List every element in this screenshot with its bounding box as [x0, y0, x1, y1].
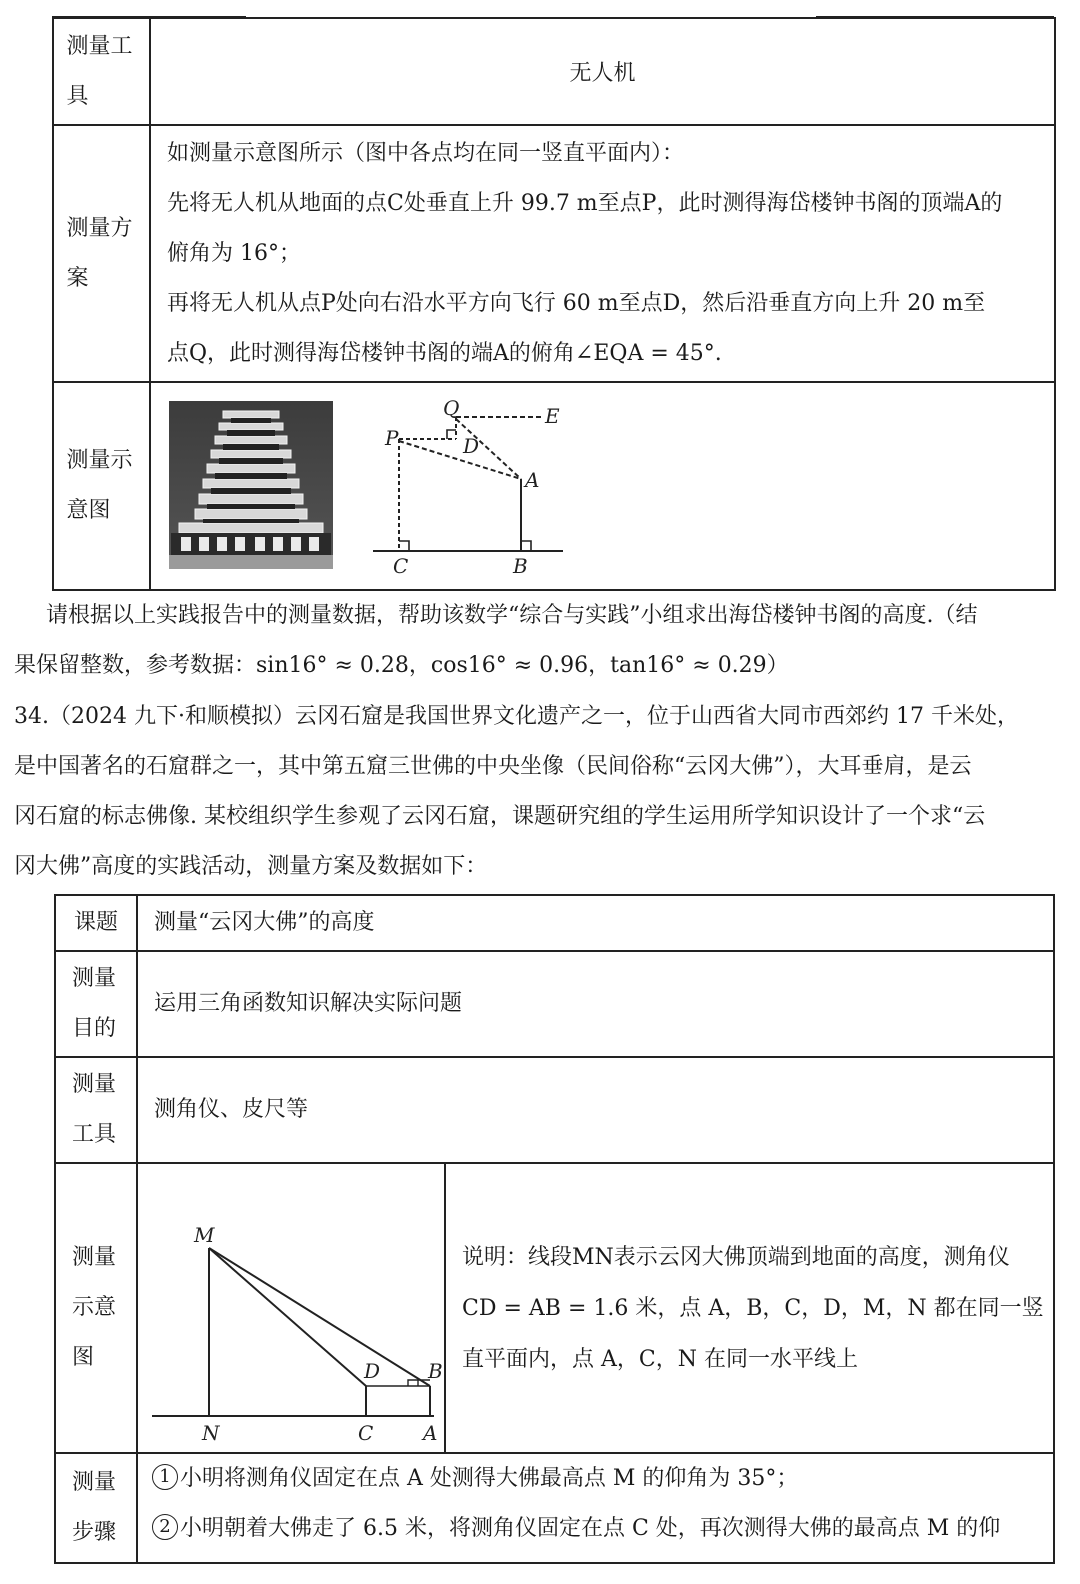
plan-line: 俯角为 16°； [167, 240, 301, 266]
label-point: E [545, 404, 560, 428]
tower-photo [169, 401, 333, 569]
step-number: 1 [152, 1464, 178, 1490]
text-line: 是中国著名的石窟群之一，其中第五窟三世佛的中央坐像（民间俗称“云冈大佛”），大耳垂肩，是云 [14, 754, 972, 779]
label-point: M [194, 1223, 215, 1247]
label-point: A [525, 468, 540, 492]
row-label-diagram: 测量示意图 [55, 1163, 137, 1453]
question-text [14, 641, 789, 691]
table-row [53, 382, 1055, 590]
diagram-note [445, 1163, 1054, 1453]
plan-line: 先将无人机从地面的点C处垂直上升 99.7 m至点P，此时测得海岱楼钟书阁的顶端A的 [167, 190, 1003, 216]
drone-diagram [151, 383, 1056, 589]
table-row [55, 951, 1054, 1057]
label-point: D [364, 1359, 381, 1383]
step-item: 2 小明朝着大佛走了 6.5 米，将测角仪固定在点 C 处，再次测得大佛的最高点 M 的仰 [152, 1504, 1053, 1554]
text-line: 果保留整数，参考数据：sin16° ≈ 0.28，cos16° ≈ 0.96，tan16° ≈ 0.29） [14, 653, 789, 678]
table-buddha-report [54, 894, 1055, 1564]
purpose-value: 运用三角函数知识解决实际问题 [137, 951, 1054, 1057]
row-label-tool: 测量工具 [53, 18, 150, 125]
table-row [55, 895, 1054, 951]
text-line: 请根据以上实践报告中的测量数据，帮助该数学“综合与实践”小组求出海岱楼钟书阁的高度.（结 [46, 603, 978, 628]
text-line: 34.（2024 九下·和顺模拟）云冈石窟是我国世界文化遗产之一，位于山西省大同市西郊约 17 千米处， [14, 704, 1019, 729]
step-number: 2 [152, 1514, 178, 1540]
diagram-cell [137, 1163, 445, 1453]
label-point: C [358, 1421, 374, 1445]
label-point: N [202, 1421, 220, 1445]
row-label-diagram: 测量示意图 [53, 382, 150, 590]
label-point: B [428, 1359, 443, 1383]
row-label-steps: 测量步骤 [55, 1453, 137, 1563]
label-point: C [393, 554, 409, 578]
row-label-tools: 测量工具 [55, 1057, 137, 1163]
plan-line: 再将无人机从点P处向右沿水平方向飞行 60 m至点D，然后沿垂直方向上升 20 m至 [167, 290, 986, 316]
note-line: 直平面内，点 A，C，N 在同一水平线上 [462, 1346, 858, 1372]
label-point: A [423, 1421, 438, 1445]
geometry-lines [152, 1248, 434, 1416]
text-line: 冈石窟的标志佛像. 某校组织学生参观了云冈石窟，课题研究组的学生运用所学知识设计了一个求“云 [14, 804, 986, 829]
table-row [55, 1453, 1054, 1563]
steps-cell [137, 1453, 1054, 1563]
row-label-plan: 测量方案 [53, 125, 150, 382]
label-point: P [385, 426, 399, 450]
question-text [46, 591, 978, 641]
label-point: D [463, 434, 480, 458]
buddha-diagram [138, 1164, 446, 1452]
tools-value: 测角仪、皮尺等 [137, 1057, 1054, 1163]
row-label-purpose: 测量目的 [55, 951, 137, 1057]
table-row [55, 1057, 1054, 1163]
plan-line: 点Q，此时测得海岱楼钟书阁的端A的俯角∠EQA = 45°. [167, 340, 722, 366]
tool-value: 无人机 [150, 18, 1055, 125]
row-label-topic: 课题 [55, 895, 137, 951]
table-drone-report [52, 17, 1056, 591]
note-line: 说明：线段MN表示云冈大佛顶端到地面的高度，测角仪 [462, 1244, 1010, 1270]
label-point: B [513, 554, 528, 578]
table-row [55, 1163, 1054, 1453]
step-item: 1 小明将测角仪固定在点 A 处测得大佛最高点 M 的仰角为 35°； [152, 1454, 1053, 1504]
question-34 [14, 692, 1019, 892]
note-line: CD = AB = 1.6 米，点 A，B，C，D，M，N 都在同一竖 [462, 1295, 1044, 1321]
topic-value: 测量“云冈大佛”的高度 [137, 895, 1054, 951]
text-line: 冈大佛”高度的实践活动，测量方案及数据如下： [14, 854, 488, 879]
label-point: Q [443, 396, 460, 420]
diagram-cell [150, 382, 1055, 590]
plan-text [150, 125, 1055, 382]
plan-line: 如测量示意图所示（图中各点均在同一竖直平面内）： [167, 140, 685, 166]
table-row [53, 18, 1055, 125]
table-row [53, 125, 1055, 382]
